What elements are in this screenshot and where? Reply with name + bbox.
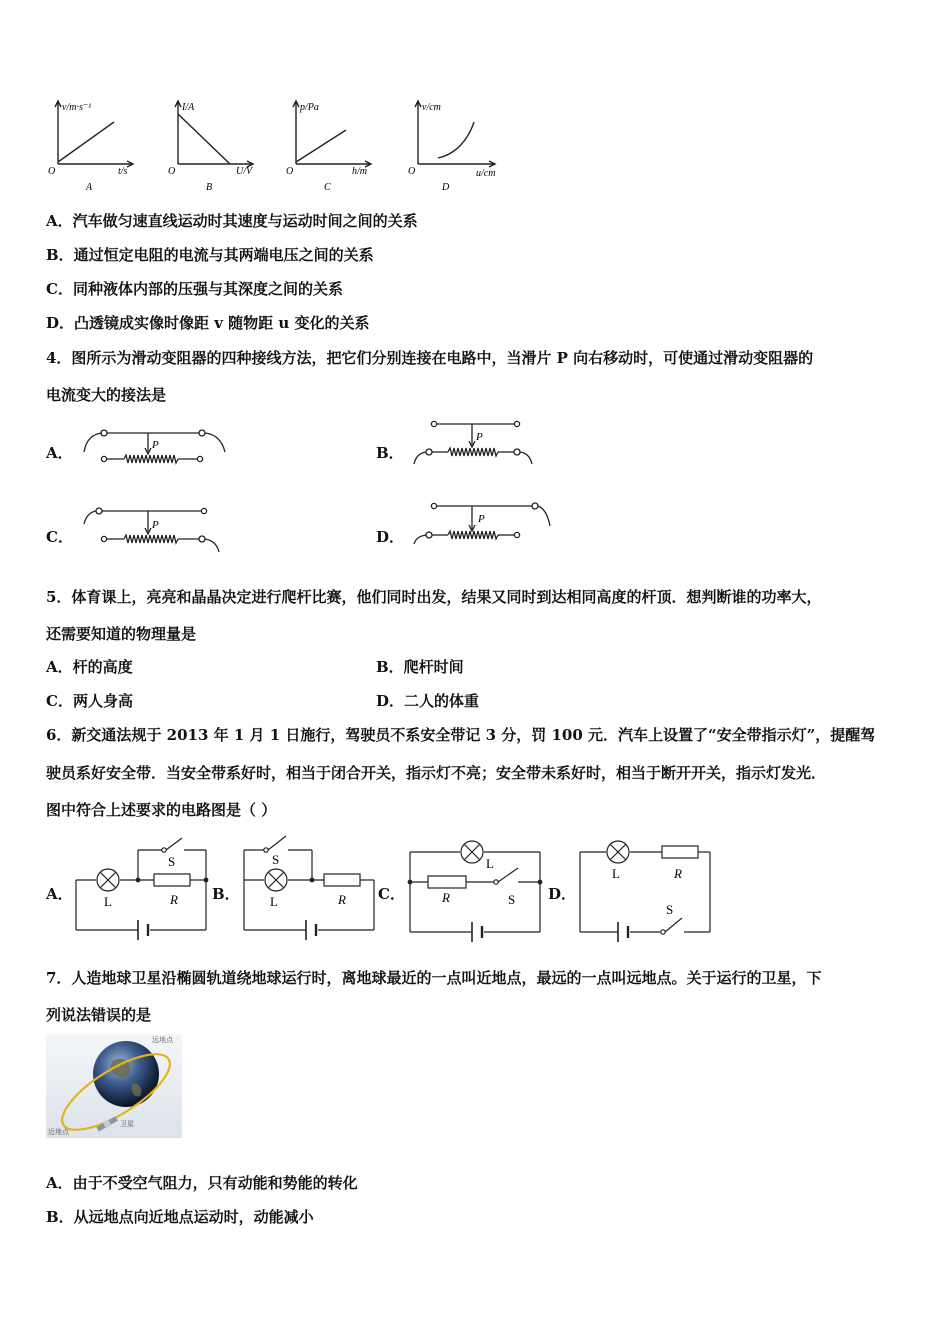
- option-b[interactable]: B．爬杆时间: [376, 658, 464, 676]
- option-d-label[interactable]: D．: [548, 885, 577, 903]
- switch-label: S: [168, 854, 176, 869]
- circuit-diagram-a[interactable]: [72, 828, 212, 946]
- resistor-label: R: [442, 890, 450, 905]
- satellite-label: 卫星: [120, 1120, 134, 1128]
- circuit-diagram-b[interactable]: [240, 828, 380, 946]
- option-a[interactable]: A．杆的高度: [46, 658, 133, 676]
- origin-label: O: [286, 166, 294, 177]
- question-5-text-cont: 还需要知道的物理量是: [46, 625, 197, 643]
- rheostat-diagram-b[interactable]: [410, 412, 545, 472]
- x-axis-label: t/s: [118, 166, 128, 177]
- y-axis-label: p/Pa: [300, 102, 319, 113]
- circuit-diagram-d[interactable]: [576, 836, 716, 948]
- option-b[interactable]: B．从远地点向近地点运动时，动能减小: [46, 1208, 314, 1226]
- question-5-text: 5．体育课上，亮亮和晶晶决定进行爬杆比赛，他们同时出发，结果又同时到达相同高度的杆顶．想判断谁的功率大，: [46, 588, 822, 606]
- option-c[interactable]: C．两人身高: [46, 692, 133, 710]
- option-a-label[interactable]: A．: [46, 885, 73, 903]
- graph-caption: B: [206, 182, 213, 193]
- graph-caption: D: [442, 182, 450, 193]
- question-7-text-cont: 列说法错误的是: [46, 1006, 152, 1024]
- graph-d: [404, 96, 514, 196]
- question-7-text: 7．人造地球卫星沿椭圆轨道绕地球运行时，离地球最近的一点叫近地点，最远的一点叫远地点。关于运行的卫星，下: [46, 969, 822, 987]
- graph-c: [282, 96, 382, 196]
- slider-label: P: [152, 519, 159, 531]
- x-axis-label: h/m: [352, 166, 367, 177]
- satellite-orbit-image: [46, 1034, 182, 1138]
- y-axis-label: I/A: [182, 102, 195, 113]
- graph-b: [164, 96, 264, 196]
- question-4-text-cont: 电流变大的接法是: [46, 386, 167, 404]
- graph-caption: A: [86, 182, 93, 193]
- question-6-text: 6．新交通法规于 2013 年 1 月 1 日施行，驾驶员不系安全带记 3 分，罚 100 元．汽车上设置了“安全带指示灯”，提醒驾: [46, 726, 876, 744]
- circuit-diagram-c[interactable]: [406, 836, 546, 948]
- resistor-label: R: [338, 892, 346, 907]
- rheostat-diagram-a[interactable]: [80, 420, 230, 470]
- rheostat-diagram-c[interactable]: [80, 498, 230, 556]
- lamp-label: L: [612, 866, 620, 881]
- origin-label: O: [48, 166, 56, 177]
- option-b-label[interactable]: B．: [212, 885, 240, 903]
- y-axis-label: v/m·s⁻¹: [62, 102, 92, 113]
- lamp-label: L: [486, 856, 494, 871]
- switch-label: S: [272, 852, 280, 867]
- lamp-label: L: [270, 894, 278, 909]
- y-axis-label: v/cm: [422, 102, 441, 113]
- question-6-text-cont2: 图中符合上述要求的电路图是（ ）: [46, 801, 277, 819]
- x-axis-label: u/cm: [476, 168, 496, 179]
- graph-a: [44, 96, 144, 196]
- option-c[interactable]: C．同种液体内部的压强与其深度之间的关系: [46, 280, 343, 298]
- option-b-label[interactable]: B．: [376, 444, 404, 462]
- option-c-label[interactable]: C．: [46, 528, 73, 546]
- option-d[interactable]: D．二人的体重: [376, 692, 480, 710]
- apogee-label: 远地点: [152, 1036, 173, 1044]
- lamp-label: L: [104, 894, 112, 909]
- option-a[interactable]: A．汽车做匀速直线运动时其速度与运动时间之间的关系: [46, 212, 418, 230]
- slider-label: P: [476, 431, 483, 443]
- option-d[interactable]: D．凸透镜成实像时像距 v 随物距 u 变化的关系: [46, 314, 370, 332]
- origin-label: O: [168, 166, 176, 177]
- question-6-text-cont: 驶员系好安全带．当安全带系好时，相当于闭合开关，指示灯不亮；安全带未系好时，相当于断开开关，指示灯发光．: [46, 764, 827, 782]
- option-b[interactable]: B．通过恒定电阻的电流与其两端电压之间的关系: [46, 246, 374, 264]
- perigee-label: 近地点: [48, 1128, 69, 1136]
- graph-caption: C: [324, 182, 331, 193]
- question-4-text: 4．图所示为滑动变阻器的四种接线方法，把它们分别连接在电路中，当滑片 P 向右移动时，可使通过滑动变阻器的: [46, 349, 814, 367]
- option-d-label[interactable]: D．: [376, 528, 405, 546]
- switch-label: S: [666, 902, 674, 917]
- x-axis-label: U/V: [236, 166, 253, 177]
- option-a[interactable]: A．由于不受空气阻力，只有动能和势能的转化: [46, 1174, 358, 1192]
- switch-label: S: [508, 892, 516, 907]
- slider-label: P: [152, 439, 159, 451]
- rheostat-diagram-d[interactable]: [410, 494, 555, 552]
- slider-label: P: [478, 513, 485, 525]
- origin-label: O: [408, 166, 416, 177]
- resistor-label: R: [674, 866, 682, 881]
- resistor-label: R: [170, 892, 178, 907]
- option-a-label[interactable]: A．: [46, 444, 73, 462]
- option-c-label[interactable]: C．: [378, 885, 405, 903]
